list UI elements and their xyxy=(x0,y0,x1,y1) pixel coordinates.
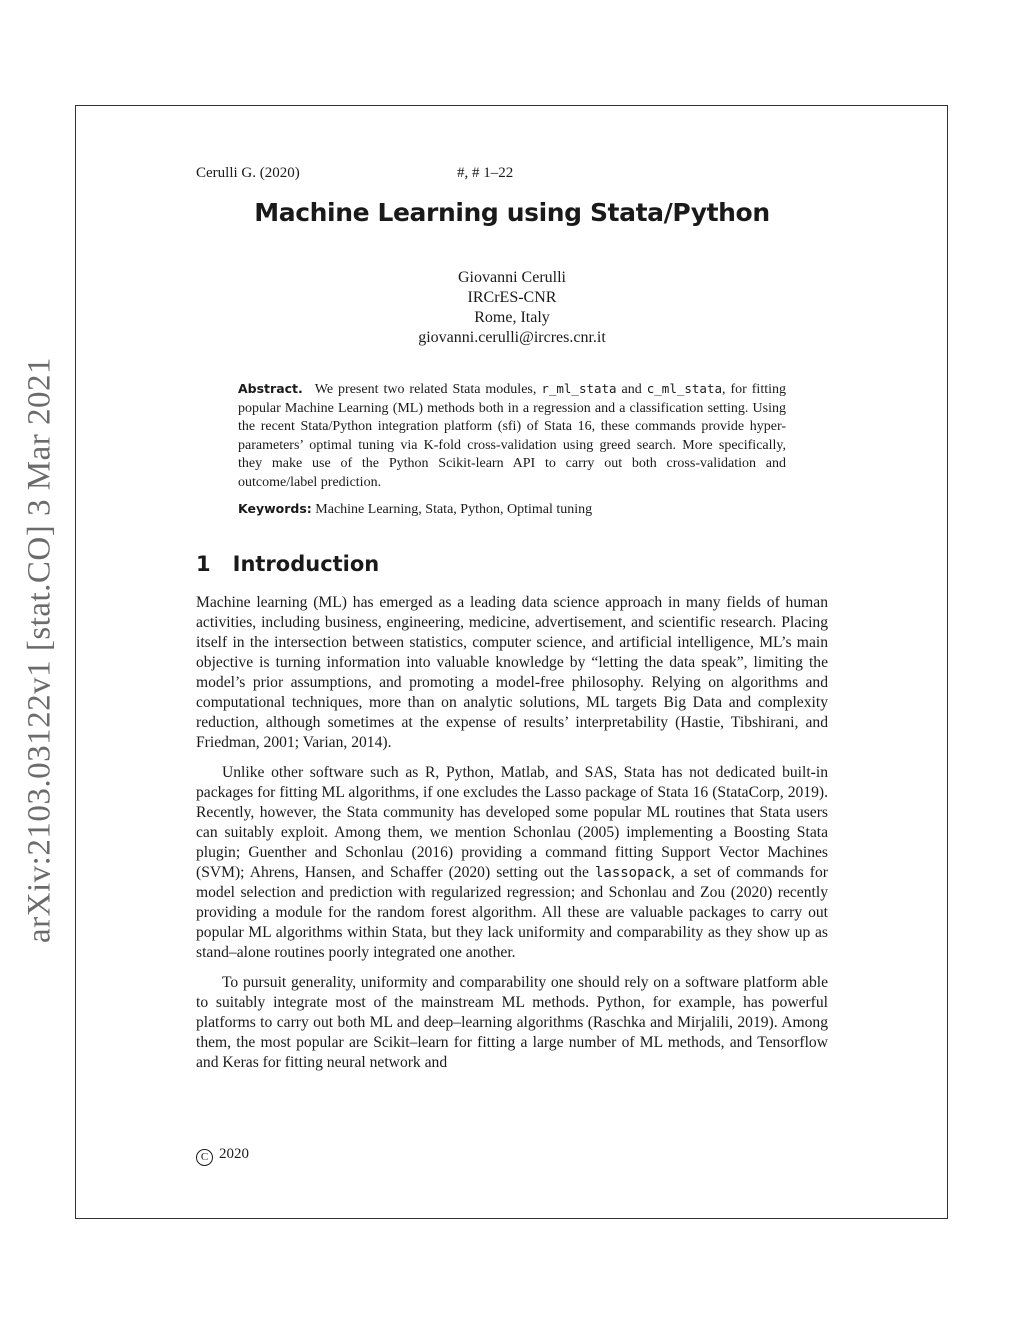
copyright-notice xyxy=(196,1146,249,1166)
abstract-label: Abstract. xyxy=(238,381,303,396)
abstract xyxy=(238,380,786,492)
section-heading xyxy=(196,552,379,576)
section-title: Introduction xyxy=(232,552,380,576)
copyright-year: 2020 xyxy=(219,1146,249,1162)
abstract-text-part: , for fitting popular Machine Learning (ML) methods both in a regression and a classification setting. Using the recent Stata/Python integration platform (sfi) of Stata 16, these commands provide hyper-parameters’ optimal tuning via K-fold cross-validation using greed search. More specifically, they make use of the Python Scikit-learn API to carry out both cross-validation and outcome/label prediction. xyxy=(238,382,786,490)
keywords-text: Machine Learning, Stata, Python, Optimal tuning xyxy=(315,502,593,517)
arxiv-identifier: arXiv:2103.03122v1 [stat.CO] 3 Mar 2021 xyxy=(21,357,58,943)
section-body xyxy=(196,593,828,1083)
paragraph-1: Machine learning (ML) has emerged as a leading data science approach in many fields of human activities, including business, engineering, medicine, advertisement, and scientific research. Placing itself in the intersection between statistics, computer science, and artificial intelligence, ML’s main objective is turning information into valuable knowledge by “letting the data speak”, limiting the model’s prior assumptions, and promoting a model-free philosophy. Relying on algorithms and computational techniques, more than on analytic solutions, ML targets Big Data and complexity reduction, although sometimes at the expense of results’ interpretability (Hastie, Tibshirani, and Friedman, 2001; Varian, 2014). xyxy=(196,594,828,751)
package-name-lassopack: lassopack xyxy=(594,865,671,881)
section-number: 1 xyxy=(196,552,211,576)
author-location: Rome, Italy xyxy=(474,309,550,326)
author-email[interactable]: giovanni.cerulli@ircres.cnr.it xyxy=(418,329,606,346)
module-name-regression: r_ml_stata xyxy=(541,381,617,396)
keywords-label: Keywords: xyxy=(238,501,312,516)
paragraph-2 xyxy=(196,763,828,963)
paragraph-2-text: , a set of commands for model selection and prediction with regularized regression; and Schonlau and Zou (2020) recently providing a module for the random forest algorithm. All these are valuable packages to carry out popular ML algorithms within Stata, but they lack uniformity and comparability as they show up as stand–alone routines poorly integrated one another. xyxy=(196,864,828,961)
running-head-issue: #, # 1–22 xyxy=(457,165,514,181)
author-affiliation: IRCrES-CNR xyxy=(467,289,557,306)
paragraph-2-text: Unlike other software such as R, Python, Matlab, and SAS, Stata has not dedicated built-in packages for fitting ML algorithms, if one excludes the Lasso package of Stata 16 (StataCorp, 2019). Recently, however, the Stata community has developed some popular ML routines that Stata users can suitably exploit. Among them, we mention Schonlau (2005) implementing a Boosting Stata plugin; Guenther and Schonlau (2016) providing a command fitting Support Vector Machines (SVM); Ahrens, Hansen, and Schaffer (2020) setting out the xyxy=(196,764,828,881)
running-head-author: Cerulli G. (2020) xyxy=(196,165,300,181)
paper-title: Machine Learning using Stata/Python xyxy=(254,198,770,227)
paragraph-3: To pursuit generality, uniformity and comparability one should rely on a software platform able to suitably integrate most of the mainstream ML methods. Python, for example, has powerful platforms to carry out both ML and deep–learning algorithms (Raschka and Mirjalili, 2019). Among them, the most popular are Scikit–learn for fitting a large number of ML methods, and Tensorflow and Keras for fitting neural network and xyxy=(196,974,828,1071)
keywords xyxy=(238,500,786,519)
module-name-classification: c_ml_stata xyxy=(646,381,723,396)
author-name: Giovanni Cerulli xyxy=(458,269,566,286)
abstract-text-part: and xyxy=(616,382,647,397)
author-block xyxy=(196,268,828,348)
abstract-text-part: We present two related Stata modules, xyxy=(314,382,542,397)
copyright-icon: C xyxy=(196,1149,213,1166)
